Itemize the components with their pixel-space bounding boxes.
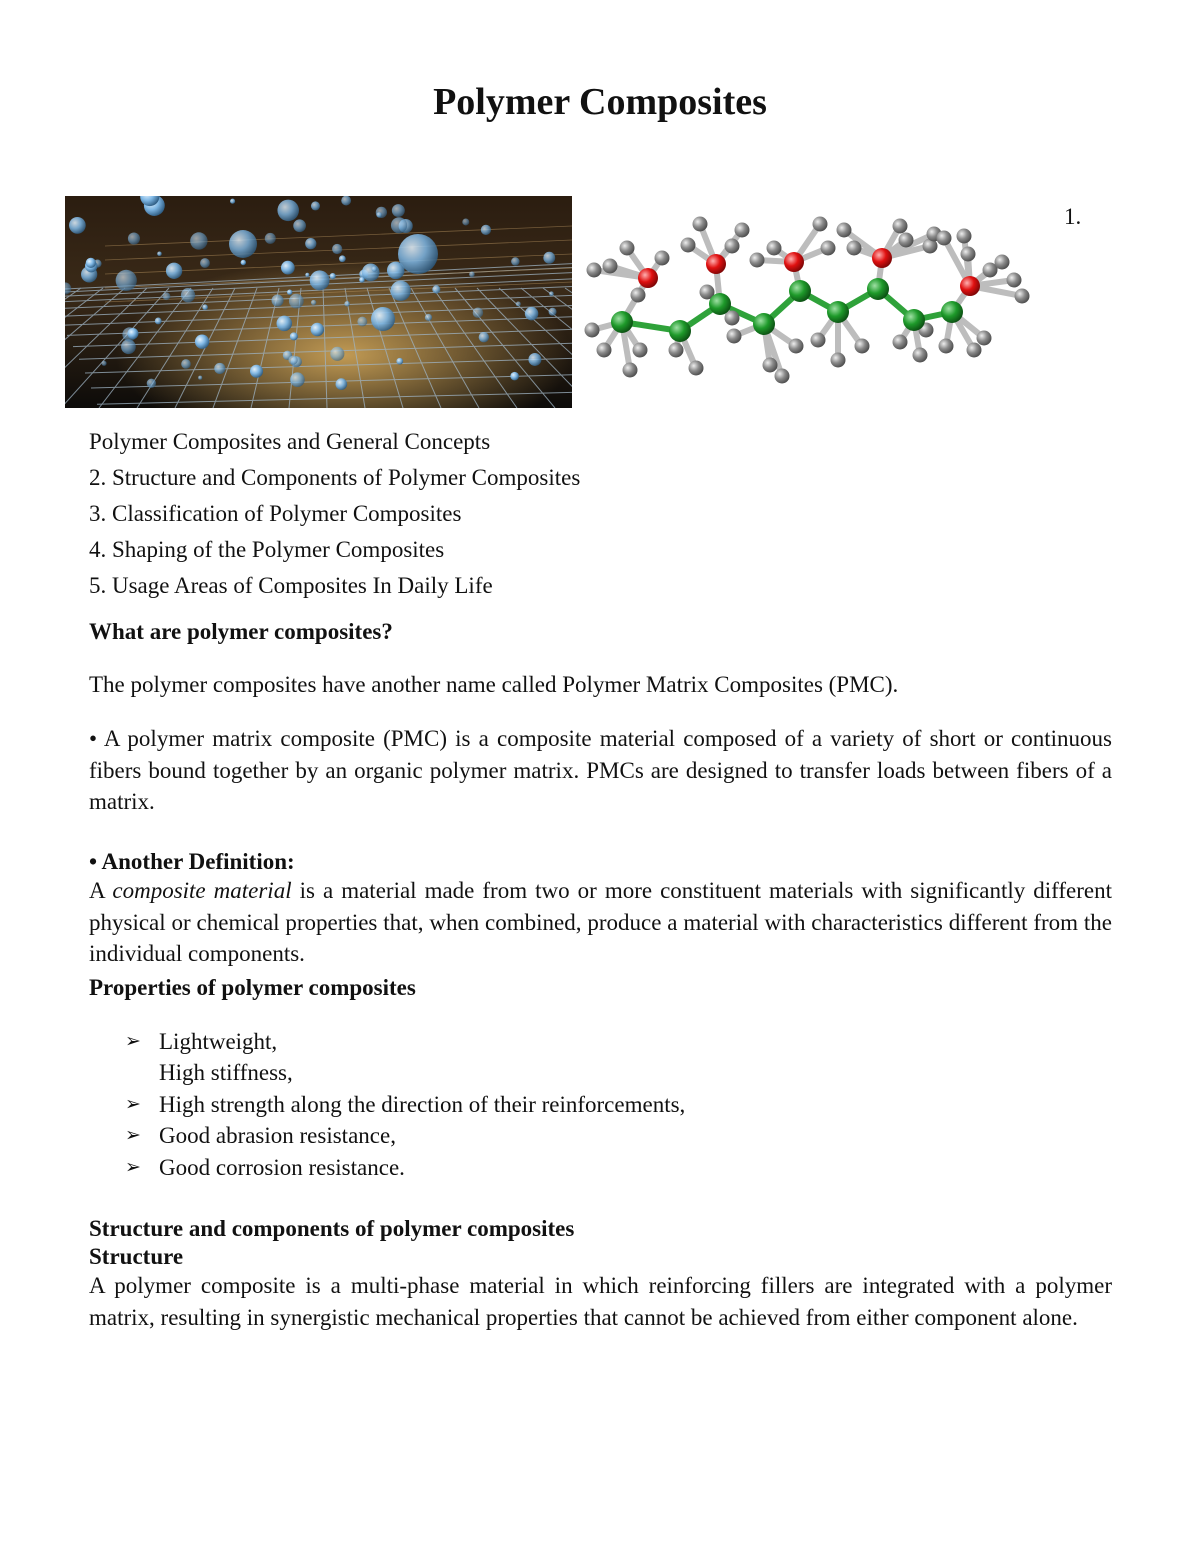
intro-paragraph: The polymer composites have another name called Polymer Matrix Composites (PMC). — [89, 671, 899, 697]
toc-item: Polymer Composites and General Concepts — [89, 429, 491, 454]
properties-list — [89, 1026, 1112, 1184]
arrow-bullet-icon: ➢ — [125, 1155, 141, 1178]
property-item: ➢ Lightweight, — [125, 1026, 1112, 1058]
toc-item: 3. Classification of Polymer Composites — [89, 500, 462, 526]
composite-definition-paragraph — [89, 875, 1112, 970]
section-heading: What are polymer composites? — [89, 619, 393, 645]
another-definition-heading: • Another Definition: — [89, 848, 295, 874]
arrow-bullet-icon: ➢ — [125, 1029, 141, 1052]
structure-subheading: Structure — [89, 1243, 184, 1269]
structure-components-heading: Structure and components of polymer composites — [89, 1216, 575, 1242]
pmc-definition-paragraph: • A polymer matrix composite (PMC) is a composite material composed of a variety of short or continuous fibers bound together by an organic polymer matrix. PMCs are designed to transfer loads between fibers of a matrix. — [89, 726, 1112, 815]
toc-item: 2. Structure and Components of Polymer Composites — [89, 464, 581, 490]
structure-paragraph: A polymer composite is a multi-phase material in which reinforcing fillers are integrated with a polymer matrix, resulting in synergistic mechanical properties that cannot be achieved from either component alone. — [89, 1273, 1112, 1330]
definition-text: is a material made from two or more constituent materials with significantly different physical or chemical properties that, when combined, produce a material with characteristics different from the individual components. — [89, 878, 1113, 967]
toc-item: 5. Usage Areas of Composites In Daily Life — [89, 572, 493, 598]
toc-list — [89, 428, 1112, 599]
property-item: High stiffness, — [159, 1060, 293, 1086]
polymer-molecule-ball-and-stick-model — [582, 200, 1042, 390]
document-body — [89, 428, 1112, 1333]
properties-heading: Properties of polymer composites — [89, 974, 416, 1000]
page-title: Polymer Composites — [433, 81, 767, 123]
toc-item: 4. Shaping of the Polymer Composites — [89, 536, 445, 562]
arrow-bullet-icon: ➢ — [125, 1092, 141, 1115]
arrow-bullet-icon: ➢ — [125, 1124, 141, 1147]
property-item: ➢ Good corrosion resistance. — [125, 1152, 1112, 1184]
list-number: 1. — [1064, 204, 1082, 229]
nanomaterial-lattice-image — [65, 196, 572, 408]
definition-term: composite material — [112, 878, 292, 904]
property-item: ➢ High strength along the direction of their reinforcements, — [125, 1089, 1112, 1121]
definition-prefix: A — [89, 878, 105, 904]
property-item: ➢ Good abrasion resistance, — [125, 1120, 1112, 1152]
